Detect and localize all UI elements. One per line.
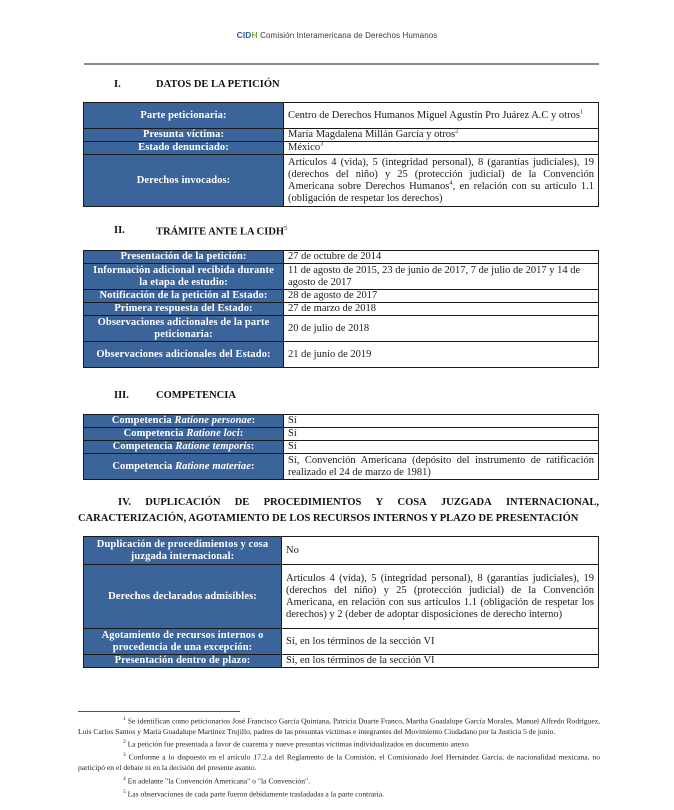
row-value: Centro de Derechos Humanos Miguel Agustín Pro Juárez A.C y otros$^1$ xyxy=(284,103,599,129)
row-label: Competencia Ratione materiae: xyxy=(84,454,284,480)
table-row xyxy=(84,565,599,629)
footnotes xyxy=(78,714,600,800)
row-value: México$^3$ xyxy=(284,142,599,155)
footnote-4: $^4$ En adelante "la Convención Americana" o "la Convención". xyxy=(123,775,311,786)
table-row xyxy=(84,142,599,155)
row-label: Competencia Ratione personae: xyxy=(84,415,284,428)
row-value: No xyxy=(282,537,599,565)
row-value: Sí, Convención Americana (depósito del instrumento de ratificación realizado el 24 de marzo de 1981) xyxy=(284,454,599,480)
footnote-divider xyxy=(78,711,240,712)
table-row xyxy=(84,537,599,565)
organization-name: Comisión Interamericana de Derechos Humanos xyxy=(260,31,438,40)
row-value: Sí, en los términos de la sección VI xyxy=(282,655,599,668)
row-value: Artículos 4 (vida), 5 (integridad personal), 8 (garantías judiciales), 19 (derechos del niño) y 25 (protección judicial) de la Convención Americana, en relación con sus artículos 1.1 (obligación de respetar los derechos) y 2 (deber de adoptar disposiciones de derecho interno) xyxy=(282,565,599,629)
section-title-iv-line2: CARACTERIZACIÓN, AGOTAMIENTO DE LOS RECURSOS INTERNOS Y PLAZO DE PRESENTACIÓN xyxy=(78,513,579,524)
row-value: María Magdalena Millán García y otros$^2$ xyxy=(284,129,599,142)
table-row xyxy=(84,129,599,142)
row-label: Competencia Ratione temporis: xyxy=(84,441,284,454)
row-value: 27 de marzo de 2018 xyxy=(284,303,599,316)
row-label: Observaciones adicionales del Estado: xyxy=(84,342,284,368)
row-label: Presunta víctima: xyxy=(84,129,284,142)
row-value: Sí xyxy=(284,441,599,454)
row-label: Estado denunciado: xyxy=(84,142,284,155)
row-value: 11 de agosto de 2015, 23 de junio de 2017, 7 de julio de 2017 y 14 de agosto de 2017 xyxy=(284,264,599,290)
table-row xyxy=(84,103,599,129)
row-value: 20 de julio de 2018 xyxy=(284,316,599,342)
header-divider xyxy=(84,63,599,65)
table-row xyxy=(84,264,599,290)
row-value: Sí, en los términos de la sección VI xyxy=(282,629,599,655)
footnote-2: $^2$ La petición fue presentada a favor de cuarenta y nueve presuntas víctimas individualizados en documento anexo xyxy=(123,739,469,749)
row-value: 28 de agosto de 2017 xyxy=(284,290,599,303)
row-label: Presentación dentro de plazo: xyxy=(84,655,282,668)
table-row xyxy=(84,251,599,264)
row-label: Notificación de la petición al Estado: xyxy=(84,290,284,303)
row-label: Derechos declarados admisibles: xyxy=(84,565,282,629)
table-tramite xyxy=(83,250,599,368)
table-row xyxy=(84,629,599,655)
row-label: Duplicación de procedimientos y cosa juzgada internacional: xyxy=(84,537,282,565)
row-value: Sí xyxy=(284,428,599,441)
table-row xyxy=(84,454,599,480)
table-row xyxy=(84,342,599,368)
table-row xyxy=(84,441,599,454)
row-label: Información adicional recibida durante la etapa de estudio: xyxy=(84,264,284,290)
row-label: Presentación de la petición: xyxy=(84,251,284,264)
row-label: Observaciones adicionales de la parte peticionaria: xyxy=(84,316,284,342)
table-row xyxy=(84,303,599,316)
table-row xyxy=(84,655,599,668)
section-title-iv xyxy=(78,495,599,527)
table-row xyxy=(84,290,599,303)
table-row xyxy=(84,415,599,428)
row-label: Derechos invocados: xyxy=(84,155,284,207)
footnote-1: $^1$ Se identifican como peticionarios José Francisco García Quintana, Patricia Duarte Franco, Martha Guadalupe García Morales, Manuel Alfredo Rodríguez, Luis Carlos Santos y María Guadalupe Martínez Trujillo, padres de las presuntas víctimas e integrantes del Movimiento Ciudadano por la Justicia 5 de junio. xyxy=(78,716,600,736)
footnote-5: $^5$ Las observaciones de cada parte fueron debidamente trasladadas a la parte contraria. xyxy=(123,788,385,799)
footnote-3: $^3$ Conforme a lo dispuesto en el artículo 17.2.a del Reglamento de la Comisión, el Comisionado Joel Hernández García, de nacionalidad mexicana, no participó en el debate ni en la decisión del presente asunto. xyxy=(78,752,600,773)
row-label: Parte peticionaria: xyxy=(84,103,284,129)
table-row xyxy=(84,428,599,441)
row-label: Competencia Ratione loci: xyxy=(84,428,284,441)
row-value: Sí xyxy=(284,415,599,428)
row-label: Agotamiento de recursos internos o procedencia de una excepción: xyxy=(84,629,282,655)
page-header xyxy=(0,30,674,40)
cidh-logo: CIDH xyxy=(236,30,258,40)
table-row xyxy=(84,316,599,342)
row-value: Artículos 4 (vida), 5 (integridad personal), 8 (garantías judiciales), 19 (derechos del niño) y 25 (protección judicial) de la Convención Americana sobre Derechos Humanos$^4$, en relación con su artículo 1.1 (obligación de respetar los derechos) xyxy=(284,155,599,207)
table-admisibilidad xyxy=(83,536,599,668)
section-title-iv-line1: IV. DUPLICACIÓN DE PROCEDIMIENTOS Y COSA JUZGADA INTERNACIONAL, xyxy=(118,497,599,508)
table-row xyxy=(84,155,599,207)
row-value: 27 de octubre de 2014 xyxy=(284,251,599,264)
row-value: 21 de junio de 2019 xyxy=(284,342,599,368)
row-label: Primera respuesta del Estado: xyxy=(84,303,284,316)
table-datos-peticion xyxy=(83,102,599,207)
table-competencia xyxy=(83,414,599,480)
